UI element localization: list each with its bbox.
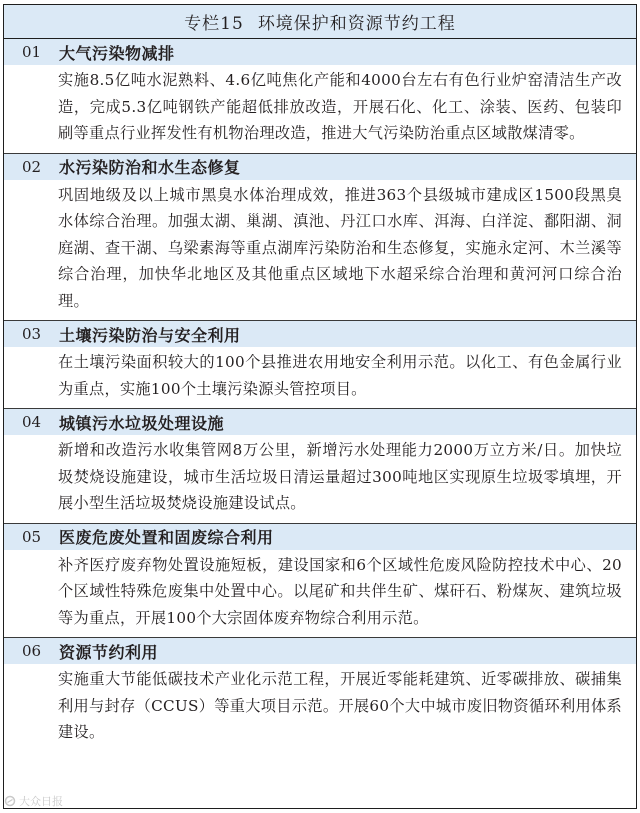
- section-05: [4, 524, 636, 639]
- section-header: [4, 409, 636, 435]
- section-body: 实施重大节能低碳技术产业化示范工程，开展近零能耗建筑、近零碳排放、碳捕集利用与封存（CCUS）等重大项目示范。开展60个大中城市废旧物资循环利用体系建设。: [58, 670, 622, 741]
- section-02: [4, 154, 636, 322]
- section-body: 巩固地级及以上城市黑臭水体治理成效，推进363个县级城市建成区1500段黑臭水体综合治理。加强太湖、巢湖、滇池、丹江口水库、洱海、白洋淀、鄱阳湖、洞庭湖、查干湖、乌梁素海等重点湖库污染防治和生态修复，实施永定河、木兰溪等综合治理，加快华北地区及其他重点区域地下水超采综合治理和黄河河口综合治理。: [58, 185, 622, 310]
- section-title: 医废危废处置和固废综合利用: [59, 528, 274, 547]
- column-title: 环境保护和资源节约工程: [257, 14, 456, 34]
- section-04: [4, 409, 636, 524]
- section-01: [4, 39, 636, 154]
- section-body: 补齐医疗废弃物处置设施短板，建设国家和6个区域性危废风险防控技术中心、20个区域性特殊危废集中处置中心。以尾矿和共伴生矿、煤矸石、粉煤灰、建筑垃圾等为重点，开展100个大宗固体废弃物综合利用示范。: [58, 555, 622, 627]
- watermark-logo-icon: [4, 795, 16, 807]
- section-06: [4, 638, 636, 752]
- section-03: [4, 321, 636, 409]
- section-title: 土壤污染防治与安全利用: [59, 325, 241, 345]
- column-box: [3, 4, 637, 809]
- section-body: 新增和改造污水收集管网8万公里，新增污水处理能力2000万立方米/日。加快垃圾焚烧设施建设，城市生活垃圾日清运量超过300吨地区实现原生垃圾零填埋，开展小型生活垃圾焚烧设施建设试点。: [58, 441, 622, 512]
- section-number: 01: [22, 43, 42, 61]
- section-title: 大气污染物减排: [59, 43, 175, 63]
- section-title: 水污染防治和水生态修复: [59, 158, 241, 177]
- column-title-bar: [4, 5, 636, 39]
- section-title: 资源节约利用: [59, 642, 159, 662]
- section-header: [4, 154, 636, 180]
- section-number: 02: [22, 157, 42, 176]
- section-number: 06: [22, 642, 42, 660]
- section-header: [4, 638, 636, 664]
- watermark-text: 大众日报: [19, 795, 63, 808]
- section-title: 城镇污水垃圾处理设施: [59, 413, 225, 433]
- watermark: [4, 793, 63, 809]
- section-number: 04: [22, 413, 42, 431]
- section-body: 实施8.5亿吨水泥熟料、4.6亿吨焦化产能和4000台左右有色行业炉窑清洁生产改造，完成5.3亿吨钢铁产能超低排放改造，开展石化、化工、涂装、医药、包装印刷等重点行业挥发性有机物治理改造，推进大气污染防治重点区域散煤清零。: [58, 71, 622, 142]
- section-header: [4, 524, 636, 550]
- column-label: 专栏15: [184, 14, 244, 34]
- section-header: [4, 321, 636, 347]
- section-number: 05: [22, 527, 42, 546]
- section-body: 在土壤污染面积较大的100个县推进农用地安全利用示范。以化工、有色金属行业为重点，实施100个土壤污染源头管控项目。: [58, 353, 622, 398]
- section-header: [4, 39, 636, 65]
- section-number: 03: [22, 325, 42, 343]
